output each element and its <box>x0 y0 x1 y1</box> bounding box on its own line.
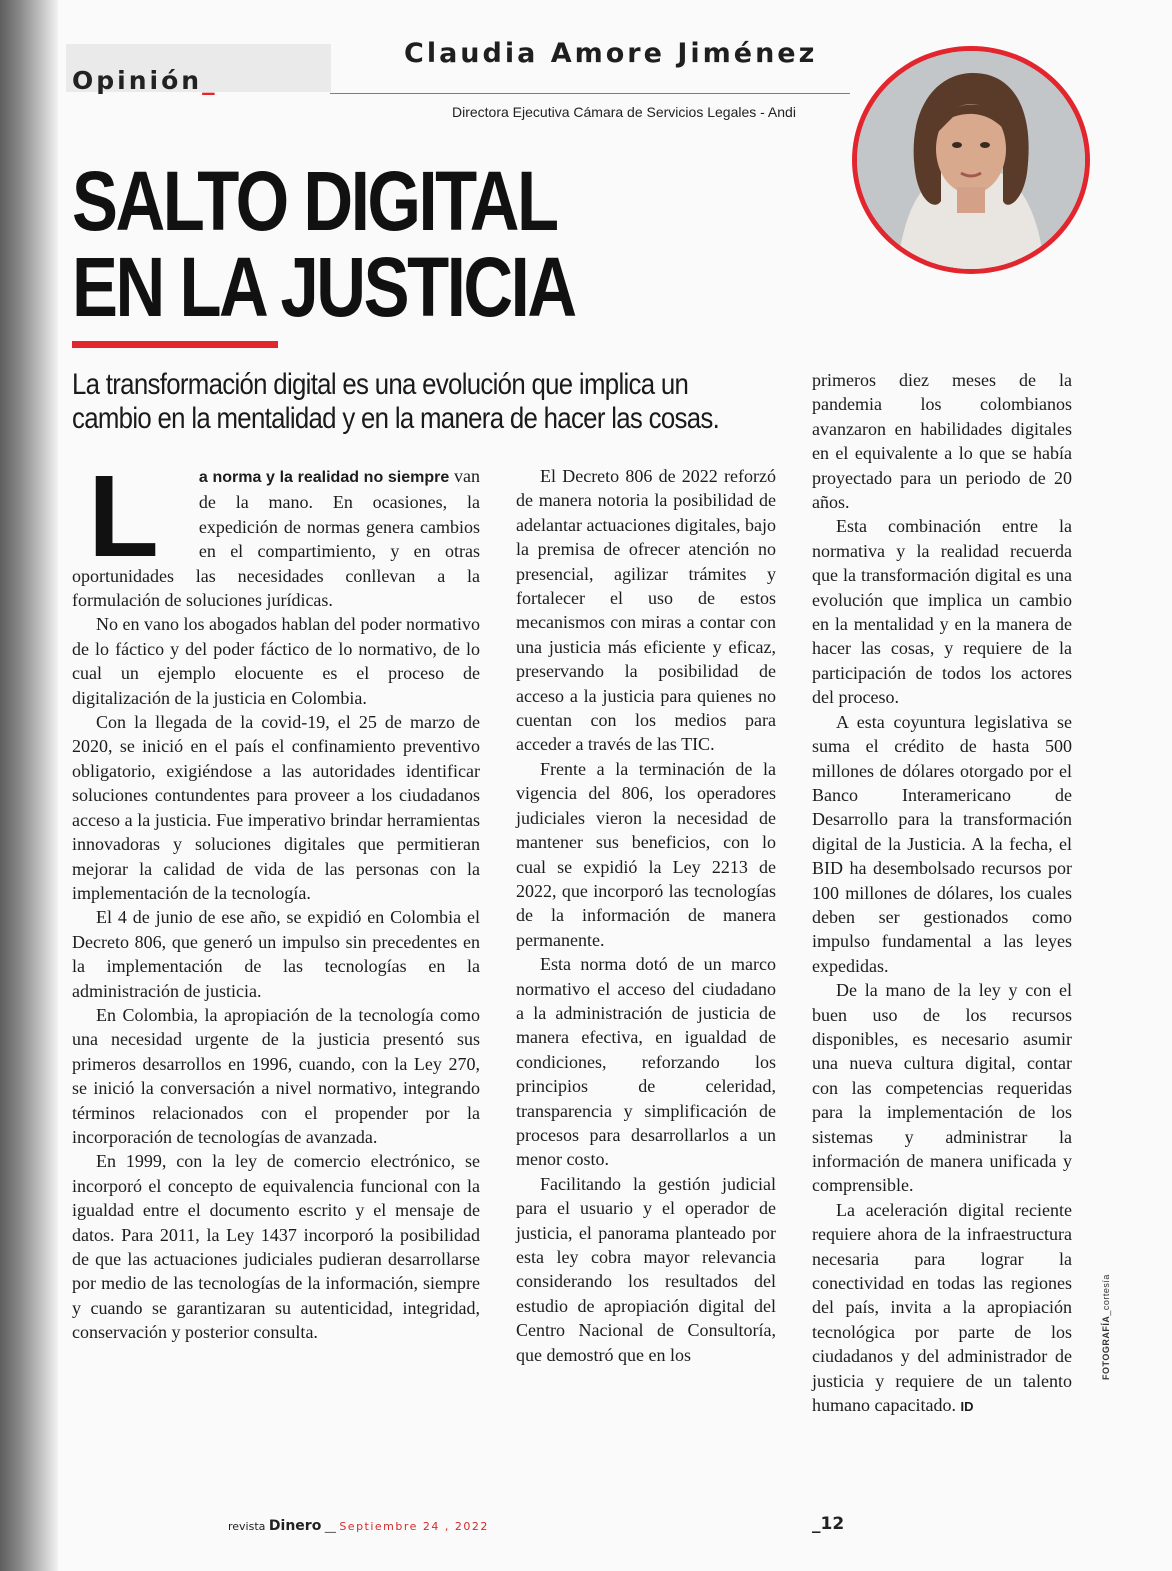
paragraph: De la mano de la ley y con el buen uso de los recursos disponibles, es necesario asumir una nueva cultura digital, contar con las competencias requeridas para la implementación de los sistemas y administrar la información de manera unificada y comprensible. <box>812 980 1072 1196</box>
column-2 <box>516 464 776 1367</box>
page-number: _12 <box>812 1514 845 1534</box>
page-spine-shadow <box>0 0 58 1571</box>
deck-line-2: cambio en la mentalidad y en la manera de hacer las cosas. <box>72 402 720 435</box>
headline-line-2: EN LA JUSTICIA <box>72 240 575 334</box>
lead-paragraph <box>72 451 481 612</box>
column-1 <box>72 451 481 1345</box>
paragraph: El 4 de junio de ese año, se expidió en Colombia el Decreto 806, que generó un impulso sin precedentes en la implementación de las tecnologías en la administración de justicia. <box>72 907 480 1001</box>
paragraph: Esta norma dotó de un marco normativo el acceso del ciudadano a la administración de justicia de manera efectiva, en igualdad de condiciones, reforzando los principios de celeridad, transparencia y simplificación de procesos para desarrollarlos a un menor costo. <box>516 954 776 1170</box>
footer-prefix: revista <box>228 1520 266 1533</box>
footer-date: Septiembre 24 , 2022 <box>339 1520 489 1533</box>
column-3 <box>812 368 1072 1419</box>
paragraph: Con la llegada de la covid-19, el 25 de marzo de 2020, se inició en el país el confinamiento preventivo obligatorio, exigiéndose a las autoridades identificar soluciones contundentes para proveer a los ciudadanos acceso a la justicia. Fue imperativo brindar herramientas innovadoras y soluciones digitales que permitieran mejorar la calidad de vida de las personas con la implementación de la tecnología. <box>72 712 480 903</box>
deck <box>72 368 803 436</box>
lead-bold-text: a norma y la realidad no siempre <box>198 469 450 486</box>
closing-text: La aceleración digital reciente requiere ahora de la infraestructura necesaria para lograr la conectividad en todas las regiones del país, invita a la apropiación tecnológica por parte de los ciudadanos y del administrador de justicia y requiere de un talento humano capacitado. <box>812 1199 1072 1416</box>
section-name: Opinión <box>72 66 203 95</box>
footer-folio <box>228 1518 489 1534</box>
photo-credit <box>1101 1274 1111 1380</box>
header-rule <box>330 93 850 94</box>
paragraph: El Decreto 806 de 2022 reforzó de manera notoria la posibilidad de adelantar actuaciones digitales, bajo la premisa de ofrecer atención no presencial, agilizar trámites y fortalecer el uso de estos mecanismos con miras a contar con una justicia más eficiente y eficaz, preservando la posibilidad de acceso a la justicia para quienes no cuentan con los medios para acceder a través de las TIC. <box>516 466 776 755</box>
paragraph: En Colombia, la apropiación de la tecnología como una necesidad urgente de la justicia presentó sus primeros desarrollos en 1996, cuando, con la Ley 270, se inició la conversación a nivel normativo, integrando términos relacionados con el propender por la incorporación de tecnologías de avanzada. <box>72 1004 480 1147</box>
paragraph: En 1999, con la ley de comercio electrónico, se incorporó el concepto de equivalencia funcional con la igualdad entre el documento escrito y el mensaje de datos. Para 2011, la Ley 1437 incorporó la posibilidad de que las actuaciones judiciales pudieran desarrollarse por medio de las tecnologías de la información, siempre y cuando se garantizaran su autenticidad, integridad, conservación y posterior consulta. <box>72 1151 480 1343</box>
headline-accent-bar <box>72 341 278 348</box>
footer-separator: __ <box>324 1520 336 1533</box>
paragraph: primeros diez meses de la pandemia los colombianos avanzaron en habilidades digitales en el equivalente a lo que se había proyectado para un periodo de 20 años. <box>812 370 1072 513</box>
paragraph: A esta coyuntura legislativa se suma el crédito de hasta 500 millones de dólares otorgado por el Banco Interamericano de Desarrollo para la transformación digital de la Justicia. A la fecha, el BID ha desembolsado recursos por 100 millones de dólares, los cuales deben ser gestionados como impulso fundamental a las leyes expedidas. <box>812 711 1072 976</box>
headline-line-1: SALTO DIGITAL <box>72 154 557 248</box>
section-mark: _ <box>202 66 218 95</box>
author-portrait <box>852 46 1090 274</box>
closing-paragraph <box>812 1198 1072 1420</box>
end-mark: ID <box>960 1399 974 1415</box>
paragraph: Facilitando la gestión judicial para el usuario y el operador de justicia, el panorama planteado por esta ley cobra mayor relevancia considerando los resultados del estudio de apropiación digital del Centro Nacional de Consultoría, que demostró que en los <box>516 1173 776 1365</box>
author-name: Claudia Amore Jiménez <box>404 38 818 69</box>
paragraph: No en vano los abogados hablan del poder normativo de lo fáctico y del poder fáctico de lo normativo, de lo cual un ejemplo elocuente es el proceso de digitalización de la justicia en Colombia. <box>72 614 480 708</box>
drop-cap: L <box>88 451 159 581</box>
footer-magazine: Dinero <box>268 1518 322 1534</box>
section-label <box>72 66 218 95</box>
author-role: Directora Ejecutiva Cámara de Servicios Legales - Andi <box>452 104 796 120</box>
paragraph: Frente a la terminación de la vigencia del 806, los operadores judiciales vieron la necesidad de mantener sus beneficios, con lo cual se expidió la Ley 2213 de 2022, que incorporó las tecnologías de la información de manera permanente. <box>516 758 776 950</box>
headline <box>72 154 575 334</box>
photo-credit-label: FOTOGRAFÍA <box>1101 1315 1111 1380</box>
portrait-illustration <box>857 51 1085 269</box>
deck-line-1: La transformación digital es una evolución que implica un <box>72 368 689 401</box>
lead-text: van de la mano. En ocasiones, la expedición de normas genera cambios en el compartimiento, y en otras oportunidades las necesidades conllevan a la formulación de soluciones jurídicas. <box>72 466 481 611</box>
paragraph: Esta combinación entre la normativa y la realidad recuerda que la transformación digital es una evolución que implica un cambio en la mentalidad y en la manera de hacer las cosas, y requiere de la participación de todos los actores del proceso. <box>812 516 1072 708</box>
photo-credit-value: _cortesía <box>1101 1274 1111 1316</box>
